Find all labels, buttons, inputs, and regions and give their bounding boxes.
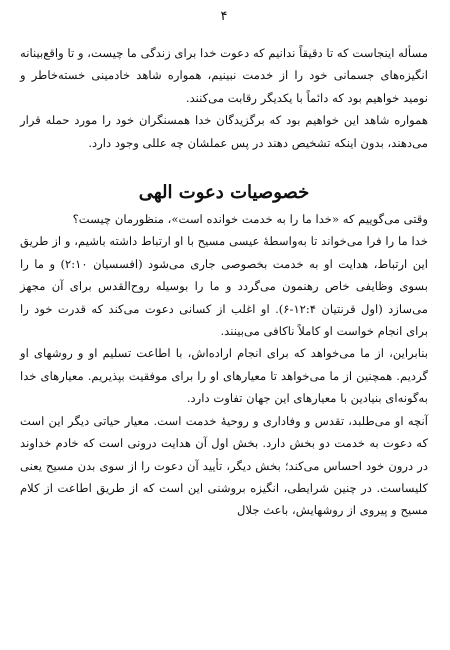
page-number: ۴ xyxy=(220,9,228,24)
intro-paragraph-1: مسأله اینجاست که تا دقیقاً ندانیم که دعوت خدا برای زندگی ما چیست، و تا واقع‌بینانه انگیزه‌های جسمانی خود را از خدمت نبینیم، همواره شاهد خادمینی خسته‌خاطر و نومید خواهیم بود که دائماً با یکدیگر رقابت می‌کنند. xyxy=(20,46,428,105)
section-heading: خصوصیات دعوت الهی xyxy=(138,182,310,204)
intro-paragraph-2: همواره شاهد این خواهیم بود که برگزیدگان خدا همسنگران خود را مورد حمله قرار می‌دهند، بدون اینکه تشخیص دهند در پس عملشان چه عللی وجود دارد. xyxy=(20,113,428,150)
body-paragraph-1: وقتی می‌گوییم که «خدا ما را به خدمت خوانده است»، منظورمان چیست؟ xyxy=(72,212,428,227)
body-paragraph-2: خدا ما را فرا می‌خواند تا به‌واسطهٔ عیسی مسیح با او ارتباط داشته باشیم، و از طریق این ارتباط، هدایت او به خدمت بخصوصی جاری می‌شود (افسسیان ۲:۱۰) و ما را بسوی وظایفی خاص رهنمون می‌گردد و ما را بوسیله روح‌القدس برای آن مجهز می‌سازد (اول قرنتیان ۱۲:۴-۶). او اغلب از کسانی دعوت می‌کند که قدرت خود را برای انجام خواست او کاملاً ناکافی می‌بینند. xyxy=(20,234,428,339)
body-paragraph-4: آنچه او می‌طلبد، تقدس و وفاداری و روحیهٔ خدمت است. معیار حیاتی دیگر این است که دعوت به خدمت دو بخش دارد. بخش اول آن هدایت درونی است که خادم خداوند در درون خود احساس می‌کند؛ بخش دیگر، تأیید آن دعوت را از سوی بدن مسیح یعنی کلیساست. در چنین شرایطی، انگیزه بروشنی این است که از طریق اطاعت از کلام مسیح و پیروی از روشهایش، باعث جلال xyxy=(20,413,428,518)
body-paragraph-3: بنابراین، از ما می‌خواهد که برای انجام اراده‌اش، با اطاعت تسلیم او و روشهای او گردیم. همچنین از ما می‌خواهد تا معیارهای او را برای موفقیت بپذیریم. معیارهای خدا به‌گونه‌ای بنیادین با معیارهای این جهان تفاوت دارد. xyxy=(20,346,428,406)
